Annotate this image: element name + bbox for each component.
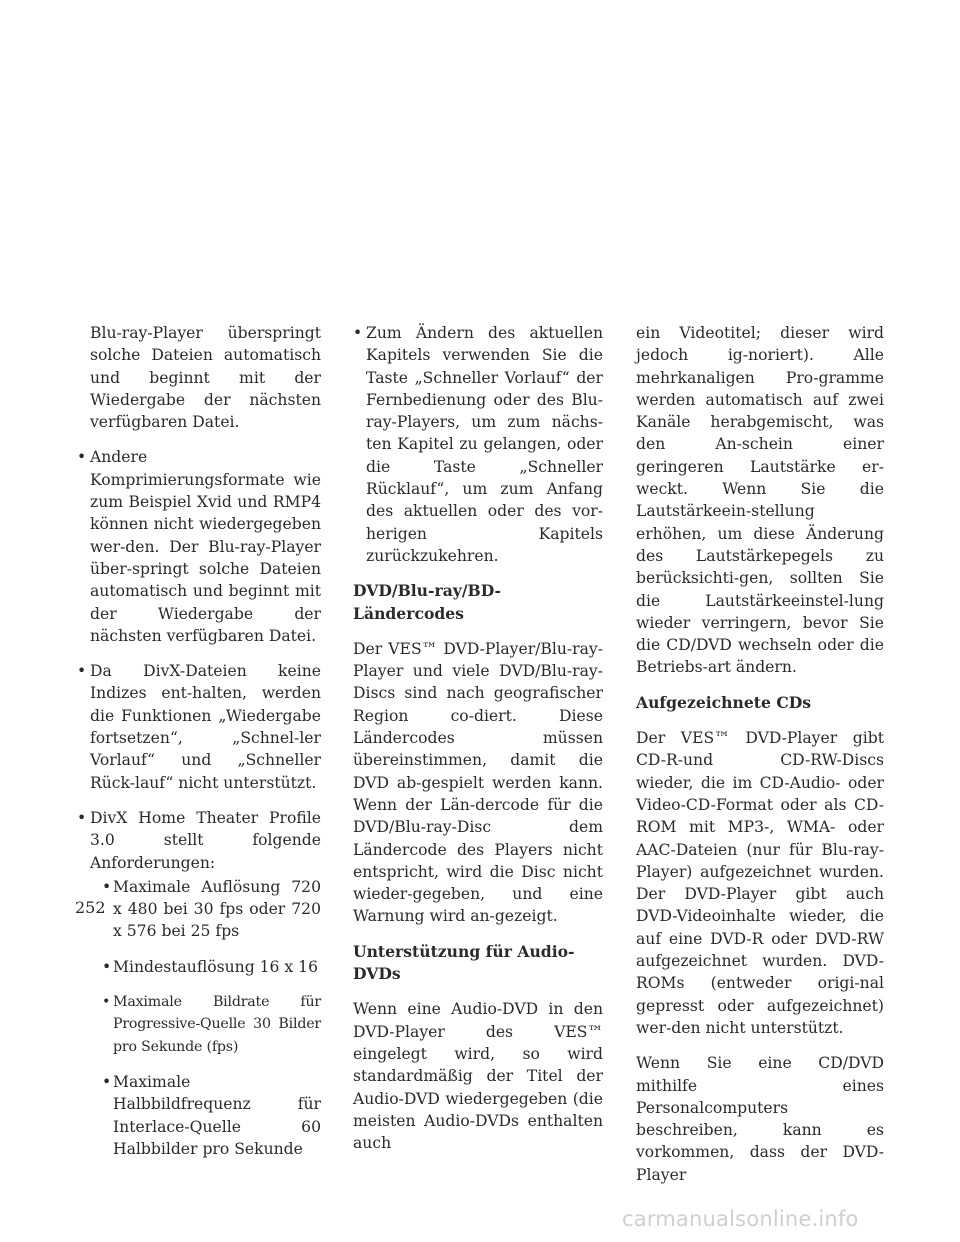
sub-bullet-text: Maximale Auflösung 720 x 480 bei 30 fps oder 720 x 576 bei 25 fps bbox=[113, 877, 321, 941]
sub-bullet-item bbox=[77, 1071, 321, 1160]
bullet-icon: • bbox=[77, 662, 87, 681]
bullet-icon: • bbox=[102, 877, 112, 896]
bullet-text: Zum Ändern des aktuellen Kapitels verwenden Sie die Taste „Schneller Vorlauf“ der Fernbedienung oder des Blu-ray-Players, um zum nächs-ten Kapitel zu gelangen, oder die Taste „Schneller Rücklauf“, um zum Anfang des aktuellen oder des vor-herigen Kapitels zurückzukehren. bbox=[366, 324, 603, 565]
paragraph: Der VES™ DVD-Player gibt CD-R-und CD-RW-Discs wieder, die im CD-Audio- oder Video-CD-Format oder als CD-ROM mit MP3-, WMA- oder AAC-Dateien (nur für Blu-ray-Player) aufgezeichnet wurden. Der DVD-Player gibt auch DVD-Videoinhalte wieder, die auf eine DVD-R oder DVD-RW aufgezeichnet wurden. DVD-ROMs (entweder origi-nal gepresst oder aufgezeichnet) wer-den nicht unterstützt. bbox=[636, 729, 884, 1037]
paragraph: Der VES™ DVD-Player/Blu-ray-Player und viele DVD/Blu-ray-Discs sind nach geografischer Region co-diert. Diese Ländercodes müssen übereinstimmen, damit die DVD ab-gespielt werden kann. Wenn der Län-dercode für die DVD/Blu-ray-Disc dem Ländercode des Players nicht entspricht, wird die Disc nicht wieder-gegeben, und eine Warnung wird an-gezeigt. bbox=[353, 639, 603, 926]
bullet-item bbox=[77, 446, 321, 647]
page-number: 252 bbox=[75, 898, 106, 917]
text-column-right bbox=[636, 322, 884, 1199]
sub-bullet-item bbox=[77, 956, 321, 978]
bullet-icon: • bbox=[102, 957, 112, 976]
watermark: carmanualsonline.info bbox=[622, 1207, 859, 1231]
sub-bullet-text: Maximale Bildrate für Progressive-Quelle 30 Bilder pro Sekunde (fps) bbox=[113, 994, 321, 1055]
section-heading: Aufgezeichnete CDs bbox=[636, 692, 812, 712]
paragraph-continued: Blu-ray-Player überspringt solche Dateien automatisch und beginnt mit der Wiedergabe der nächsten verfügbaren Datei. bbox=[90, 324, 321, 432]
bullet-item bbox=[77, 660, 321, 794]
section-heading: Unterstützung für Audio-DVDs bbox=[353, 941, 575, 984]
paragraph: Wenn eine Audio-DVD in den DVD-Player des VES™ eingelegt wird, so wird standardmäßig der Titel der Audio-DVD wiedergegeben (die meisten Audio-DVDs enthalten auch bbox=[353, 1000, 603, 1153]
paragraph: Wenn Sie eine CD/DVD mithilfe eines Personalcomputers beschreiben, kann es vorkommen, dass der DVD-Player bbox=[636, 1054, 884, 1184]
bullet-icon: • bbox=[102, 994, 111, 1011]
bullet-text: Da DivX-Dateien keine Indizes ent-halten, werden die Funktionen „Wiedergabe fortsetzen“, „Schnel-ler Vorlauf“ und „Schneller Rück-lauf“ nicht unterstützt. bbox=[90, 662, 321, 792]
paragraph: ein Videotitel; dieser wird jedoch ig-noriert). Alle mehrkanaligen Pro-gramme werden automatisch auf zwei Kanäle herabgemischt, was den An-schein einer geringeren Lautstärke er-weckt. Wenn Sie die Lautstärkeein-stellung erhöhen, um diese Änderung des Lautstärkepegels zu berücksichti-gen, sollten Sie die Lautstärkeeinstel-lung wieder verringern, bevor Sie die CD/DVD wechseln oder die Betriebs-art ändern. bbox=[636, 324, 884, 677]
sub-bullet-text: Maximale Halbbildfrequenz für Interlace-Quelle 60 Halbbilder pro Sekunde bbox=[113, 1072, 321, 1158]
bullet-icon: • bbox=[353, 324, 363, 342]
bullet-text: DivX Home Theater Profile 3.0 stellt folgende Anforderungen: bbox=[90, 808, 321, 872]
bullet-item bbox=[353, 322, 603, 567]
text-column-middle bbox=[353, 322, 603, 1167]
bullet-text: Andere Komprimierungsformate wie zum Beispiel Xvid und RMP4 können nicht wiedergegeben wer-den. Der Blu-ray-Player über-springt solche Dateien automatisch und beginnt mit der Wiedergabe der nächsten verfügbaren Datei. bbox=[90, 448, 321, 645]
bullet-item bbox=[77, 807, 321, 874]
sub-bullet-item bbox=[77, 876, 321, 943]
text-column-left bbox=[77, 322, 321, 1173]
bullet-icon: • bbox=[77, 448, 87, 467]
bullet-icon: • bbox=[77, 808, 87, 827]
sub-bullet-text: Mindestauflösung 16 x 16 bbox=[113, 957, 319, 976]
sub-bullet-item bbox=[77, 991, 321, 1058]
section-heading: DVD/Blu-ray/BD-Ländercodes bbox=[353, 581, 502, 623]
bullet-icon: • bbox=[102, 1072, 112, 1091]
